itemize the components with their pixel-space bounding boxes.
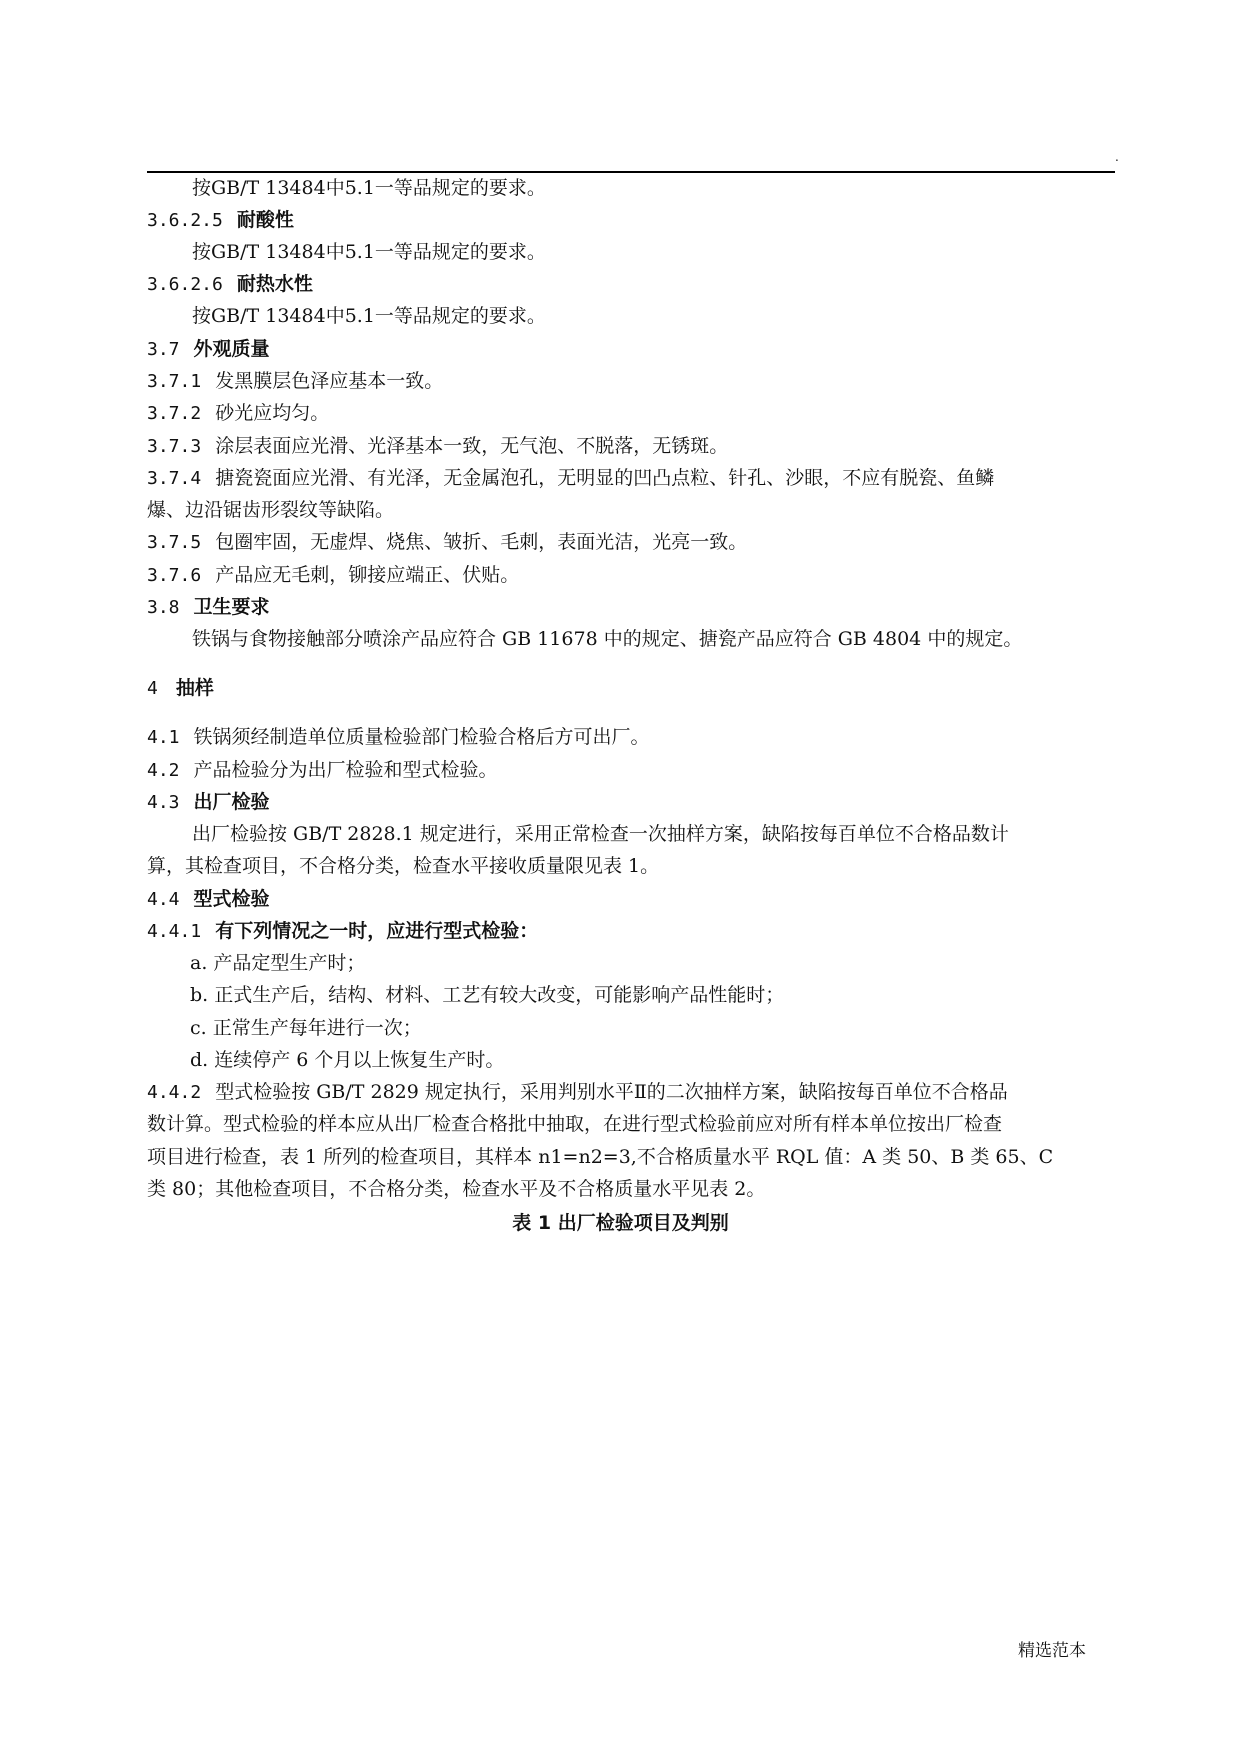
clause-text: 型式检验按 GB/T 2829 规定执行，采用判别水平Ⅱ的二次抽样方案，缺陷按每百单位不合格品: [215, 1081, 1008, 1103]
section-title: 出厂检验: [193, 791, 270, 813]
paragraph-line: 铁锅与食物接触部分喷涂产品应符合 GB 11678 中的规定、搪瓷产品应符合 GB 4804 中的规定。: [192, 628, 1023, 650]
section-title: 耐热水性: [236, 273, 313, 295]
clause-4-4-2: [147, 1077, 1115, 1107]
clause-3-7-3: [147, 431, 1115, 461]
clause-text: 涂层表面应光滑、光泽基本一致，无气泡、不脱落，无锈斑。: [215, 435, 729, 457]
section-heading-4-3: [147, 787, 1115, 817]
clause-number: 3.7.2: [147, 403, 202, 424]
clause-3-7-2: [147, 398, 1115, 428]
section-heading-3-6-2-6: [147, 269, 1115, 299]
clause-number: 3.7.1: [147, 371, 202, 392]
chapter-title: 抽样: [175, 677, 214, 699]
paragraph-line: 出厂检验按 GB/T 2828.1 规定进行，采用正常检查一次抽样方案，缺陷按每百单位不合格品数计: [192, 823, 1009, 845]
clause-3-7-6: [147, 560, 1115, 590]
clause-number: 4.2: [147, 760, 180, 781]
section-number: 4.4: [147, 889, 180, 910]
list-item-a: a. 产品定型生产时；: [190, 952, 366, 974]
section-number: 3.8: [147, 597, 180, 618]
chapter-heading-4: [147, 673, 1115, 703]
clause-number: 3.7.6: [147, 565, 202, 586]
footer-label: 精选范本: [1018, 1641, 1086, 1661]
paragraph-line: 算，其检查项目，不合格分类，检查水平接收质量限见表 1。: [147, 855, 660, 877]
paragraph-line: 数计算。型式检验的样本应从出厂检查合格批中抽取，在进行型式检验前应对所有样本单位按出厂检查: [147, 1113, 1003, 1135]
clause-number: 3.7.3: [147, 436, 202, 457]
section-number: 4.3: [147, 792, 180, 813]
clause-text: 砂光应均匀。: [215, 402, 330, 424]
clause-number: 3.7.5: [147, 532, 202, 553]
chapter-number: 4: [147, 678, 158, 699]
section-heading-4-4: [147, 884, 1115, 914]
header-mark: .: [1115, 150, 1119, 164]
clause-number: 4.1: [147, 727, 180, 748]
list-item-b: b. 正式生产后，结构、材料、工艺有较大改变，可能影响产品性能时；: [190, 984, 785, 1006]
paragraph-line: 爆、边沿锯齿形裂纹等缺陷。: [147, 499, 395, 521]
clause-number: 3.7.4: [147, 468, 202, 489]
table-caption: 表 1 出厂检验项目及判别: [512, 1212, 729, 1234]
clause-text: 产品检验分为出厂检验和型式检验。: [193, 759, 498, 781]
clause-text: 产品应无毛刺，铆接应端正、伏贴。: [215, 564, 520, 586]
paragraph-line: 按GB/T 13484中5.1一等品规定的要求。: [192, 305, 546, 327]
section-number: 3.6.2.5: [147, 210, 223, 231]
clause-text: 搪瓷瓷面应光滑、有光泽，无金属泡孔，无明显的凹凸点粒、针孔、沙眼，不应有脱瓷、鱼鳞: [215, 467, 995, 489]
section-number: 3.7: [147, 339, 180, 360]
paragraph-line: 项目进行检查，表 1 所列的检查项目，其样本 n1=n2=3,不合格质量水平 RQL 值：A 类 50、B 类 65、C: [147, 1146, 1054, 1168]
section-title: 型式检验: [193, 888, 270, 910]
clause-4-1: [147, 722, 1115, 752]
section-number: 4.4.1: [147, 921, 202, 942]
list-item-d: d. 连续停产 6 个月以上恢复生产时。: [190, 1049, 505, 1071]
clause-number: 4.4.2: [147, 1082, 202, 1103]
section-title: 有下列情况之一时，应进行型式检验：: [215, 920, 539, 942]
clause-text: 铁锅须经制造单位质量检验部门检验合格后方可出厂。: [193, 726, 650, 748]
section-title: 外观质量: [193, 338, 270, 360]
section-heading-3-6-2-5: [147, 205, 1115, 235]
section-title: 卫生要求: [193, 596, 270, 618]
paragraph-line: 按GB/T 13484中5.1一等品规定的要求。: [192, 177, 546, 199]
section-number: 3.6.2.6: [147, 274, 223, 295]
clause-3-7-5: [147, 527, 1115, 557]
paragraph-line: 类 80；其他检查项目，不合格分类，检查水平及不合格质量水平见表 2。: [147, 1178, 766, 1200]
clause-4-2: [147, 755, 1115, 785]
clause-text: 包圈牢固，无虚焊、烧焦、皱折、毛刺，表面光洁，光亮一致。: [215, 531, 748, 553]
section-heading-3-7: [147, 334, 1115, 364]
clause-3-7-1: [147, 366, 1115, 396]
clause-3-7-4: [147, 463, 1115, 493]
section-title: 耐酸性: [236, 209, 294, 231]
clause-text: 发黑膜层色泽应基本一致。: [215, 370, 444, 392]
section-heading-3-8: [147, 592, 1115, 622]
section-heading-4-4-1: [147, 916, 1115, 946]
paragraph-line: 按GB/T 13484中5.1一等品规定的要求。: [192, 241, 546, 263]
list-item-c: c. 正常生产每年进行一次；: [190, 1017, 422, 1039]
